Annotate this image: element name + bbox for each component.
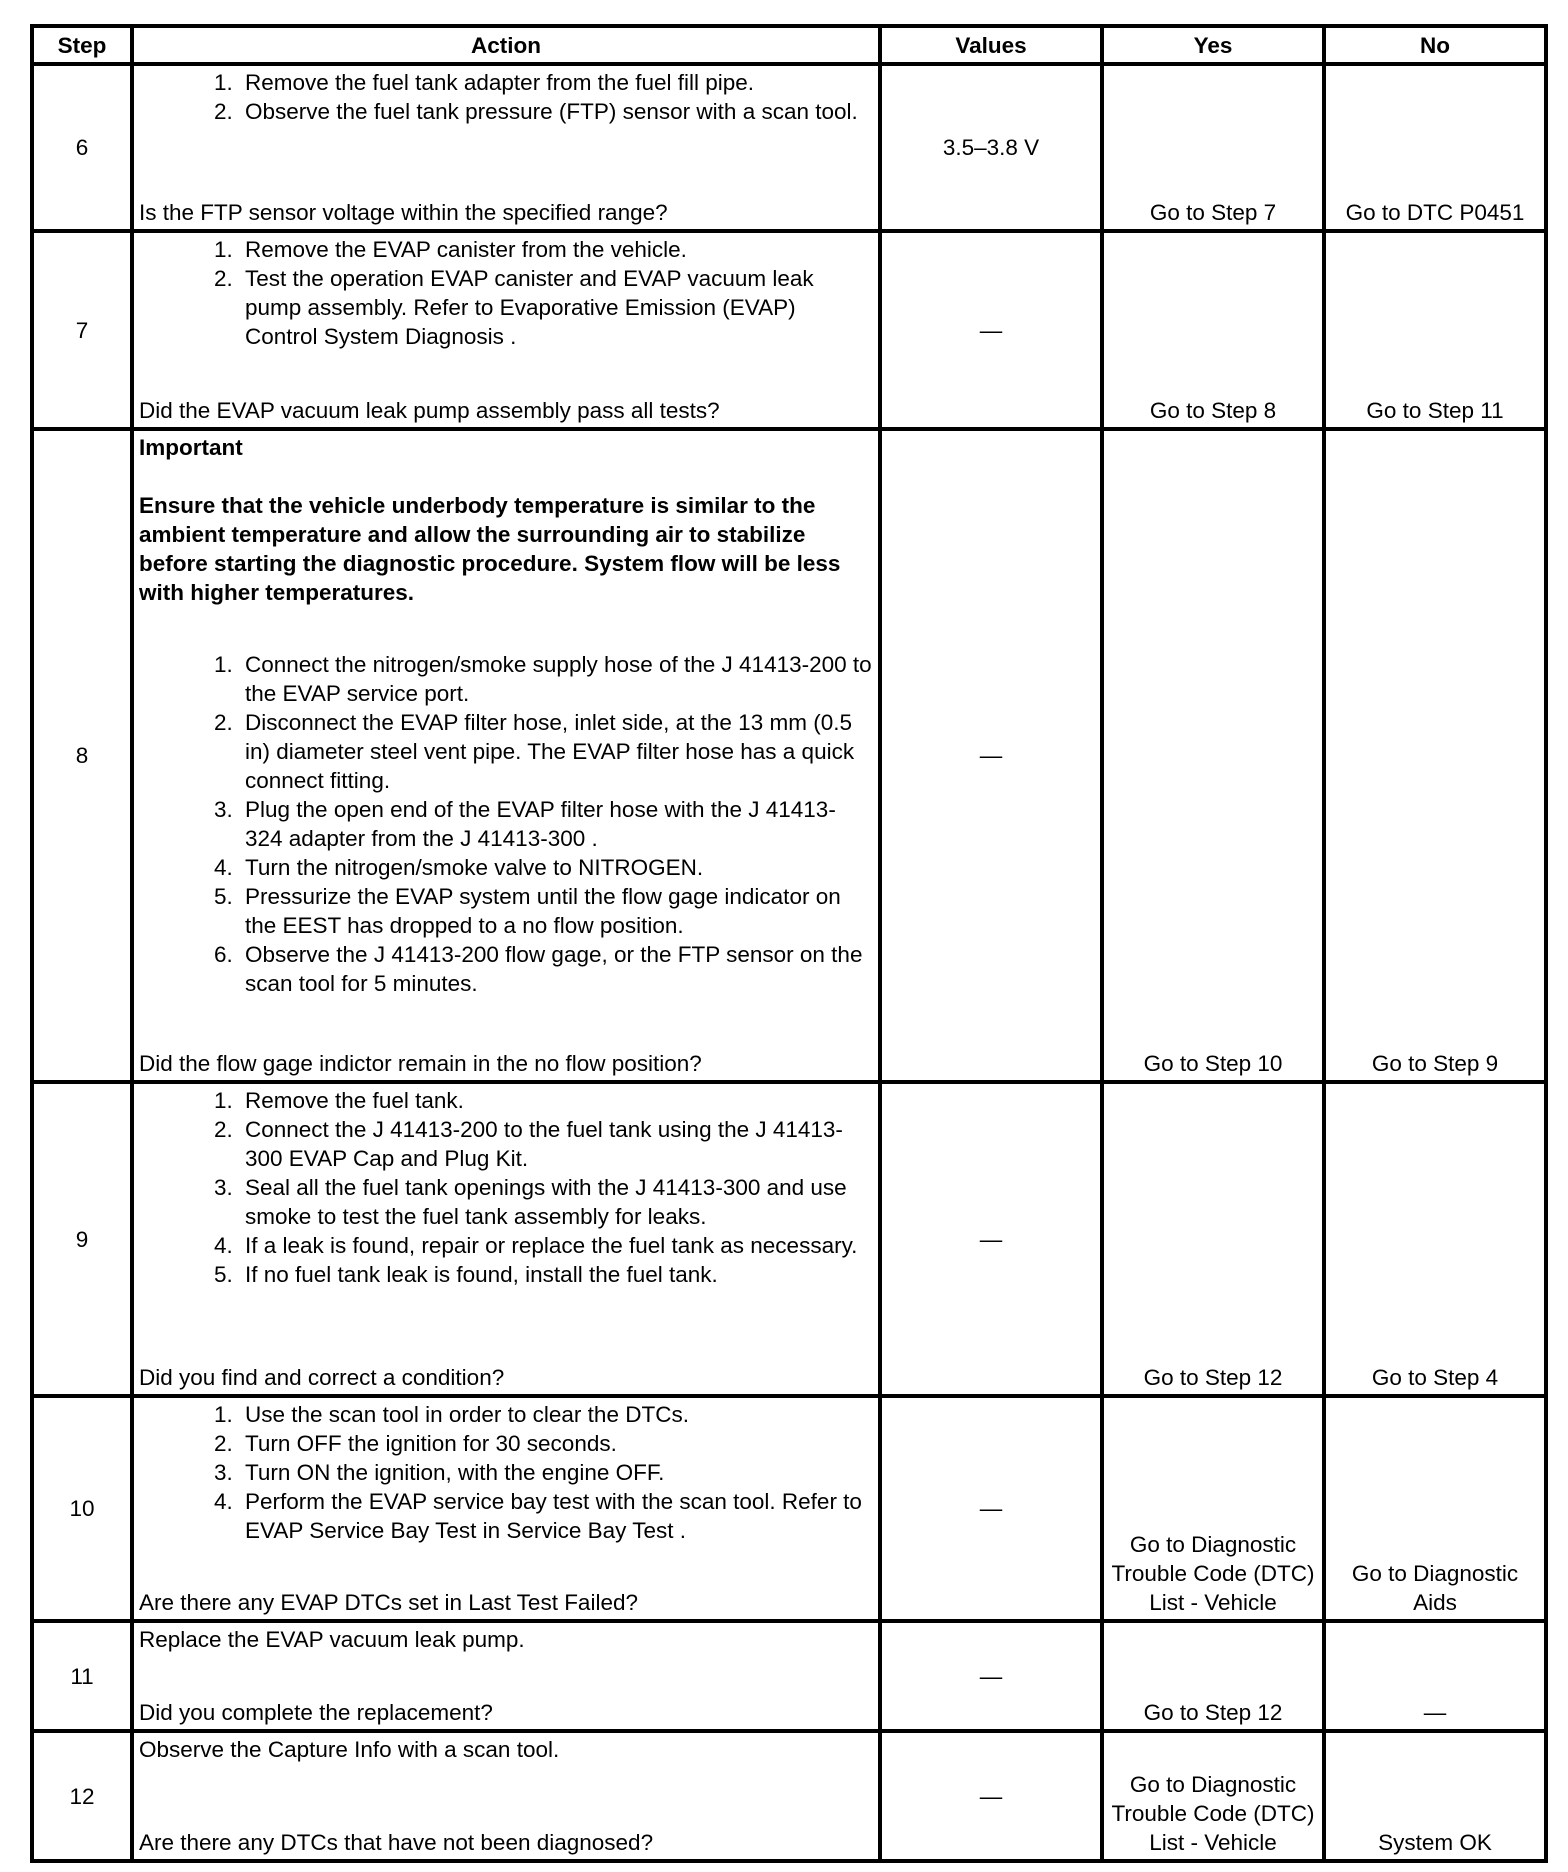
step-item: 5. If no fuel tank leak is found, install the fuel tank.: [239, 1260, 873, 1289]
table-row: [32, 231, 1546, 429]
header-values: Values: [880, 26, 1102, 64]
step-item: 3. Turn ON the ignition, with the engine OFF.: [239, 1458, 873, 1487]
step-item: 1. Remove the fuel tank adapter from the fuel fill pipe.: [239, 68, 873, 97]
step-item: 5. Pressurize the EVAP system until the flow gage indicator on the EEST has dropped to a no flow position.: [239, 882, 873, 940]
table-row: [32, 1082, 1546, 1396]
no-cell: Go to Step 4: [1324, 1082, 1546, 1396]
action-cell: [132, 1396, 880, 1621]
question: Are there any EVAP DTCs set in Last Test Failed?: [139, 1590, 638, 1615]
yes-cell: Go to Step 12: [1102, 1621, 1324, 1731]
action-cell: [132, 429, 880, 1082]
question: Did the flow gage indictor remain in the no flow position?: [139, 1051, 702, 1076]
step-number: 8: [32, 429, 132, 1082]
header-action: Action: [132, 26, 880, 64]
step-item: 2. Disconnect the EVAP filter hose, inlet side, at the 13 mm (0.5 in) diameter steel vent pipe. The EVAP filter hose has a quick connect fitting.: [239, 708, 873, 795]
step-list: [139, 1400, 873, 1545]
action-cell: [132, 1731, 880, 1861]
step-number: 11: [32, 1621, 132, 1731]
header-no: No: [1324, 26, 1546, 64]
yes-cell: Go to Step 7: [1102, 64, 1324, 231]
question: Did the EVAP vacuum leak pump assembly pass all tests?: [139, 398, 720, 423]
step-item: 3. Plug the open end of the EVAP filter hose with the J 41413-324 adapter from the J 41413-300 .: [239, 795, 873, 853]
step-item: 4. If a leak is found, repair or replace the fuel tank as necessary.: [239, 1231, 873, 1260]
action-cell: [132, 231, 880, 429]
yes-cell: Go to Step 10: [1102, 429, 1324, 1082]
value-cell: —: [880, 1621, 1102, 1731]
step-list: [139, 650, 873, 998]
header-yes: Yes: [1102, 26, 1324, 64]
yes-cell: Go to Diagnostic Trouble Code (DTC) List - Vehicle: [1102, 1396, 1324, 1621]
step-number: 12: [32, 1731, 132, 1861]
question: Are there any DTCs that have not been diagnosed?: [139, 1830, 654, 1855]
no-cell: Go to Diagnostic Aids: [1324, 1396, 1546, 1621]
no-cell: Go to Step 11: [1324, 231, 1546, 429]
step-item: 2. Connect the J 41413-200 to the fuel tank using the J 41413-300 EVAP Cap and Plug Kit.: [239, 1115, 873, 1173]
question: Did you find and correct a condition?: [139, 1365, 505, 1390]
action-cell: [132, 64, 880, 231]
header-step: Step: [32, 26, 132, 64]
yes-cell: Go to Step 8: [1102, 231, 1324, 429]
header-row: [32, 26, 1546, 64]
step-item: 1. Remove the fuel tank.: [239, 1086, 873, 1115]
step-item: 1. Remove the EVAP canister from the vehicle.: [239, 235, 873, 264]
important-title: Important: [139, 435, 243, 460]
yes-cell: Go to Step 12: [1102, 1082, 1324, 1396]
step-item: 2. Observe the fuel tank pressure (FTP) sensor with a scan tool.: [239, 97, 873, 126]
diagnostic-table: [30, 24, 1548, 1863]
step-number: 6: [32, 64, 132, 231]
important-text: Ensure that the vehicle underbody temperature is similar to the ambient temperature and allow the surrounding air to stabilize before starting the diagnostic procedure. System flow will be less with higher temperatures.: [139, 493, 841, 605]
question: Did you complete the replacement?: [139, 1700, 493, 1725]
action-text: Observe the Capture Info with a scan tool.: [139, 1737, 560, 1762]
value-cell: 3.5–3.8 V: [880, 64, 1102, 231]
yes-cell: Go to Diagnostic Trouble Code (DTC) List - Vehicle: [1102, 1731, 1324, 1861]
step-list: [139, 235, 873, 351]
action-cell: [132, 1082, 880, 1396]
step-item: 4. Turn the nitrogen/smoke valve to NITROGEN.: [239, 853, 873, 882]
step-list: [139, 1086, 873, 1289]
step-item: 6. Observe the J 41413-200 flow gage, or the FTP sensor on the scan tool for 5 minutes.: [239, 940, 873, 998]
step-item: 3. Seal all the fuel tank openings with the J 41413-300 and use smoke to test the fuel tank assembly for leaks.: [239, 1173, 873, 1231]
table-row: [32, 1621, 1546, 1731]
step-item: 4. Perform the EVAP service bay test with the scan tool. Refer to EVAP Service Bay Test in Service Bay Test .: [239, 1487, 873, 1545]
step-number: 9: [32, 1082, 132, 1396]
value-cell: —: [880, 231, 1102, 429]
step-item: 2. Turn OFF the ignition for 30 seconds.: [239, 1429, 873, 1458]
table-row: [32, 1396, 1546, 1621]
value-cell: —: [880, 429, 1102, 1082]
step-list: [139, 68, 873, 126]
step-number: 10: [32, 1396, 132, 1621]
question: Is the FTP sensor voltage within the specified range?: [139, 200, 668, 225]
no-cell: Go to DTC P0451: [1324, 64, 1546, 231]
step-item: 1. Connect the nitrogen/smoke supply hose of the J 41413-200 to the EVAP service port.: [239, 650, 873, 708]
table-row: [32, 429, 1546, 1082]
value-cell: —: [880, 1731, 1102, 1861]
value-cell: —: [880, 1396, 1102, 1621]
no-cell: Go to Step 9: [1324, 429, 1546, 1082]
no-cell: System OK: [1324, 1731, 1546, 1861]
action-cell: [132, 1621, 880, 1731]
table-row: [32, 64, 1546, 231]
step-item: 1. Use the scan tool in order to clear the DTCs.: [239, 1400, 873, 1429]
table-row: [32, 1731, 1546, 1861]
value-cell: —: [880, 1082, 1102, 1396]
action-text: Replace the EVAP vacuum leak pump.: [139, 1627, 525, 1652]
no-cell: —: [1324, 1621, 1546, 1731]
step-number: 7: [32, 231, 132, 429]
step-item: 2. Test the operation EVAP canister and EVAP vacuum leak pump assembly. Refer to Evaporative Emission (EVAP) Control System Diagnosis .: [239, 264, 873, 351]
